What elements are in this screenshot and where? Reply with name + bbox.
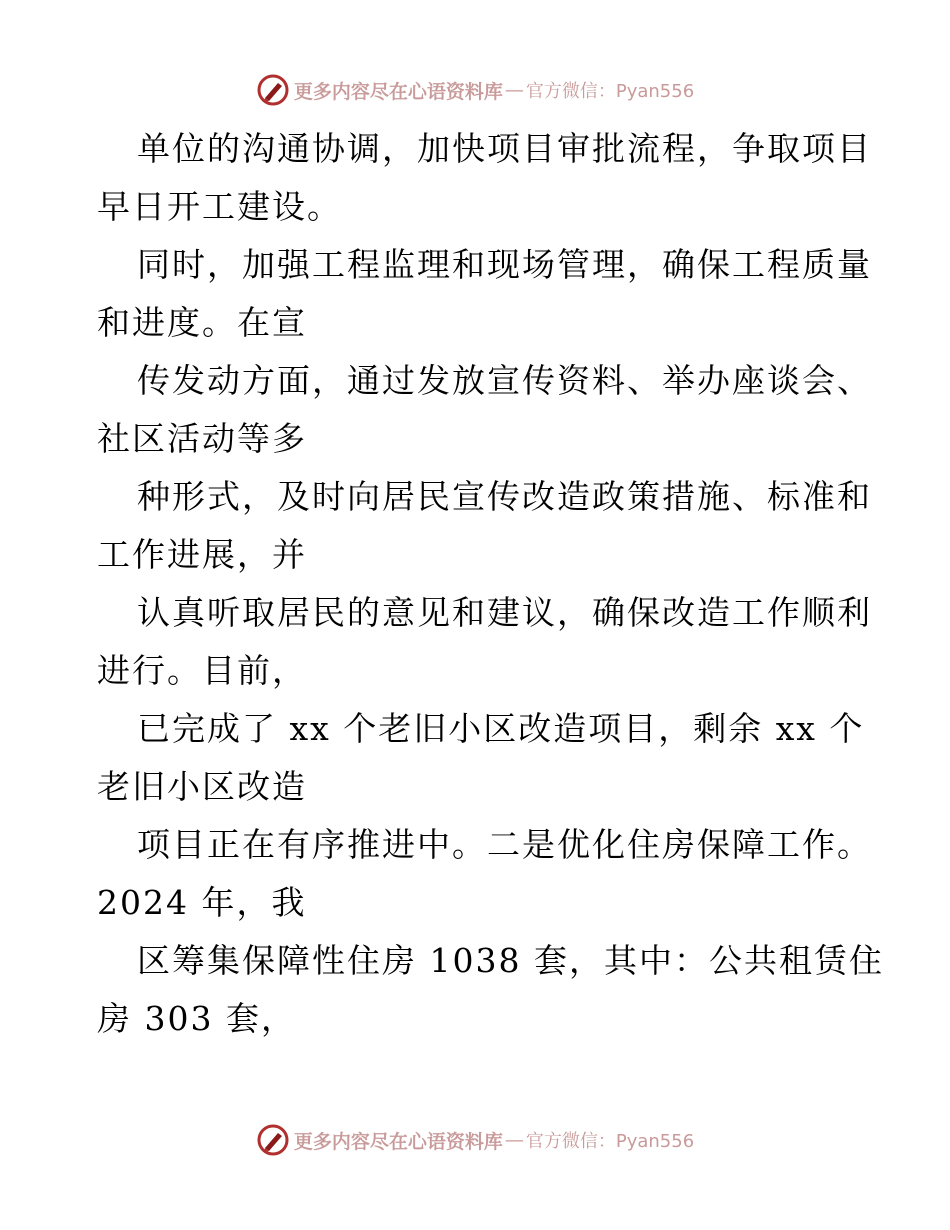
text-line: 2024 年，我 xyxy=(97,883,307,922)
text-line: 区筹集保障性住房 1038 套，其中：公共租赁住 xyxy=(137,941,884,980)
text-line: 早日开工建设。 xyxy=(97,187,342,226)
text-line: 传发动方面，通过发放宣传资料、举办座谈会、 xyxy=(137,361,872,400)
watermark-title: 更多内容尽在心语资料库 xyxy=(293,80,503,103)
text-line: 项目正在有序推进中。二是优化住房保障工作。 xyxy=(137,825,872,864)
pen-logo-icon xyxy=(256,73,290,107)
header-watermark xyxy=(0,70,950,110)
text-line: 房 303 套， xyxy=(97,999,296,1038)
text-line: 老旧小区改造 xyxy=(97,767,307,806)
watermark-wechat: 官方微信：Pyan556 xyxy=(525,81,695,102)
pen-logo-icon xyxy=(256,1123,290,1157)
text-line: 同时，加强工程监理和现场管理，确保工程质量 xyxy=(137,245,872,284)
watermark-dash: — xyxy=(504,79,524,101)
watermark-title: 更多内容尽在心语资料库 xyxy=(293,1130,503,1153)
text-line: 认真听取居民的意见和建议，确保改造工作顺利 xyxy=(137,593,872,632)
text-line: 单位的沟通协调，加快项目审批流程，争取项目 xyxy=(137,129,872,168)
text-line: 工作进展，并 xyxy=(97,535,307,574)
text-line: 和进度。在宣 xyxy=(97,303,307,342)
text-line: 已完成了 xx 个老旧小区改造项目，剩余 xx 个 xyxy=(137,709,865,748)
watermark-dash: — xyxy=(504,1129,524,1151)
footer-watermark xyxy=(0,1120,950,1160)
watermark-wechat: 官方微信：Pyan556 xyxy=(525,1131,695,1152)
text-line: 进行。目前， xyxy=(97,651,307,690)
text-line: 社区活动等多 xyxy=(97,419,307,458)
text-line: 种形式，及时向居民宣传改造政策措施、标准和 xyxy=(137,477,872,516)
document-body xyxy=(97,120,884,1048)
